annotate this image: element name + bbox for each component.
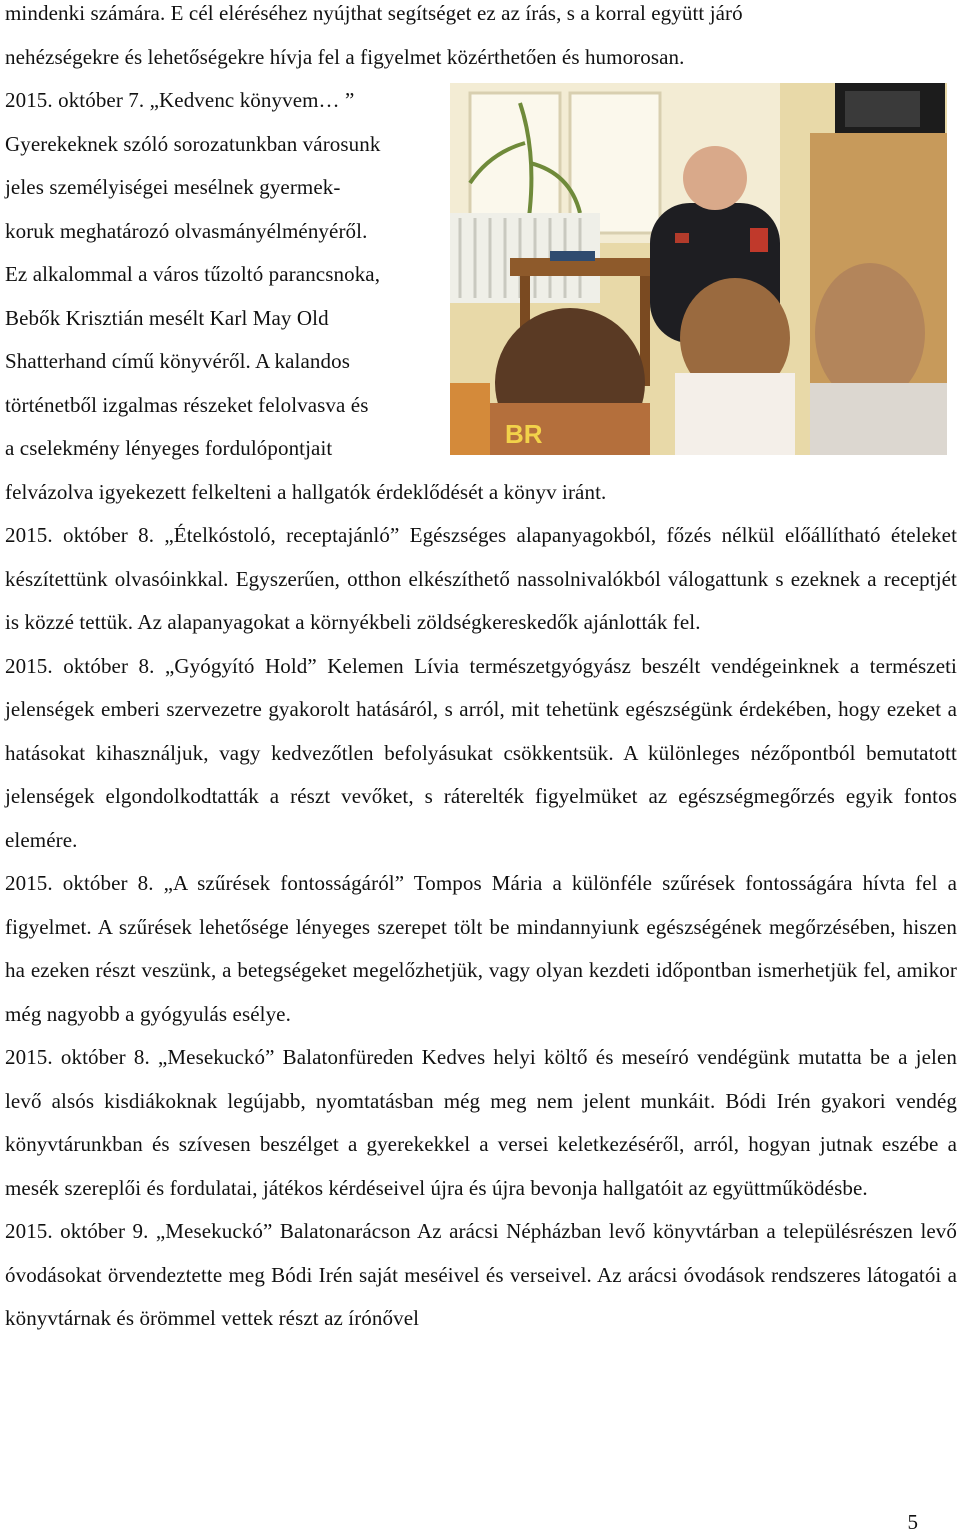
event-photo (450, 83, 947, 455)
kedvenc-line-5: Ez alkalommal a város tűzoltó parancsnoka, (5, 262, 381, 286)
paragraph-szuresek: 2015. október 8. „A szűrések fontosságáról” Tompos Mária a különféle szűrések fontosságára hívta fel a figyelmet. A szűrések lehetősége lényeges szerepet tölt be mindannyiunk egészségének megőrzésében, hiszen ha ezeken részt veszünk, a betegségeket megelőzhetjük, vagy olyan kezdeti időpontban ismerhetjük fel, amikor még nagyobb a gyógyulás esélye. (5, 871, 957, 1026)
svg-text:BR: BR (505, 419, 543, 449)
kedvenc-line-6: Bebők Krisztián mesélt Karl May Old (5, 305, 329, 330)
intro-line-2: nehézségekre és lehetőségekre hívja fel a figyelmet közérthetően és humorosan. (5, 44, 685, 69)
page-number: 5 (907, 1510, 918, 1534)
kedvenc-line-9: a cselekmény lényeges fordulópontjait (5, 436, 333, 460)
kedvenc-line-3: jeles személyiségei mesélnek gyermek- (5, 175, 341, 199)
paragraph-gyogyito-hold: 2015. október 8. „Gyógyító Hold” Kelemen Lívia természetgyógyász beszélt vendégeinknek a természeti jelenségek emberi szervezetre gyakorolt hatásáról, s arról, mit tehetünk egészségünk érdekében, hogy ezeket a hatásokat kihasználjuk, vagy kedvezőtlen befolyásukat csökkentsük. A különleges nézőpontból bemutatott jelenségek elgondolkodtatták a részt vevőket, s ráterelték figyelmüket az egészségmegőrzés egyik fontos elemére. (5, 653, 957, 852)
paragraph-etelkostolo: 2015. október 8. „Ételkóstoló, receptajánló” Egészséges alapanyagokból, főzés nélkül előállítható ételeket készítettünk olvasóinkkal. Egyszerűen, otthon elkészíthető nassolnivalókból válogattunk s ezeknek a receptjét is közzé tettük. Az alapanyagokat a környékbeli zöldségkereskedők ajánlották fel. (5, 523, 957, 634)
intro-line-1: mindenki számára. E cél eléréséhez nyújthat segítséget ez az írás, s a korral együtt járó (5, 1, 743, 25)
paragraph-mesekucko-balatonaracs: 2015. október 9. „Mesekuckó” Balatonarácson Az arácsi Népházban levő könyvtárban a településrészen levő óvodásokat örvendeztette meg Bódi Irén saját meséivel és verseivel. Az arácsi óvodások rendszeres látogatói a könyvtárnak és örömmel vettek részt az írónővel (5, 1219, 957, 1330)
kedvenc-line-2: Gyerekeknek szóló sorozatunkban városunk (5, 131, 381, 156)
event-photo-illustration (450, 83, 947, 455)
intro-paragraph (5, 0, 957, 79)
kedvenc-line-8: történetből izgalmas részeket felolvasva és (5, 392, 369, 417)
kedvenc-paragraph (5, 79, 451, 471)
kedvenc-line-1: 2015. október 7. „Kedvenc könyvem… ” (5, 88, 355, 112)
kedvenc-line-4: koruk meghatározó olvasmányélményéről. (5, 218, 368, 243)
kedvenc-line-7: Shatterhand című könyvéről. A kalandos (5, 349, 350, 373)
paragraph-mesekucko-balatonfured: 2015. október 8. „Mesekuckó” Balatonfüreden Kedves helyi költő és meseíró vendégünk mutatta be a jelen levő alsós kisdiákoknak legújabb, nyomtatásban még meg nem jelent munkáit. Bódi Irén gyakori vendég könyvtárunkban és szívesen beszélget a gyerekekkel a versei keletkezéséről, arról, hogyan jutnak eszébe a mesék szereplői és fordulatai, játékos kérdéseivel újra és újra bevonja hallgatóit az együttműködésbe. (5, 1045, 957, 1200)
kedvenc-continuation: felvázolva igyekezett felkelteni a hallgatók érdeklődését a könyv iránt. (5, 479, 607, 504)
